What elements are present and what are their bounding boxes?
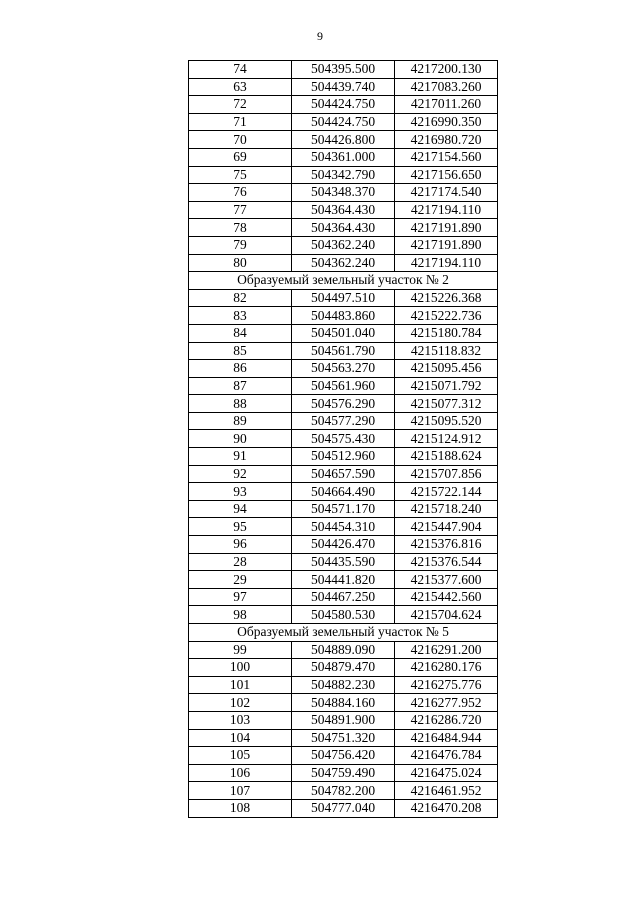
y-coordinate-cell: 4215095.456 [395,360,498,378]
section-title: Образуемый земельный участок № 2 [189,272,498,290]
y-coordinate-cell: 4215095.520 [395,412,498,430]
x-coordinate-cell: 504467.250 [292,588,395,606]
x-coordinate-cell: 504439.740 [292,78,395,96]
table-row [189,571,498,589]
point-number-cell: 103 [189,711,292,729]
y-coordinate-cell: 4216470.208 [395,799,498,817]
y-coordinate-cell: 4217194.110 [395,201,498,219]
y-coordinate-cell: 4216980.720 [395,131,498,149]
point-number-cell: 106 [189,764,292,782]
point-number-cell: 88 [189,395,292,413]
point-number-cell: 80 [189,254,292,272]
coordinates-table-body [189,61,498,818]
y-coordinate-cell: 4215704.624 [395,606,498,624]
x-coordinate-cell: 504657.590 [292,465,395,483]
point-number-cell: 71 [189,113,292,131]
point-number-cell: 86 [189,360,292,378]
y-coordinate-cell: 4215442.560 [395,588,498,606]
point-number-cell: 85 [189,342,292,360]
y-coordinate-cell: 4215118.832 [395,342,498,360]
table-row [189,307,498,325]
y-coordinate-cell: 4215071.792 [395,377,498,395]
x-coordinate-cell: 504879.470 [292,659,395,677]
table-row [189,729,498,747]
table-row [189,131,498,149]
x-coordinate-cell: 504561.790 [292,342,395,360]
x-coordinate-cell: 504882.230 [292,676,395,694]
table-row [189,148,498,166]
section-title: Образуемый земельный участок № 5 [189,624,498,642]
table-row [189,61,498,79]
table-row [189,782,498,800]
x-coordinate-cell: 504435.590 [292,553,395,571]
x-coordinate-cell: 504891.900 [292,711,395,729]
point-number-cell: 74 [189,61,292,79]
x-coordinate-cell: 504426.470 [292,536,395,554]
table-row [189,342,498,360]
y-coordinate-cell: 4215447.904 [395,518,498,536]
x-coordinate-cell: 504362.240 [292,236,395,254]
table-row [189,377,498,395]
point-number-cell: 98 [189,606,292,624]
point-number-cell: 105 [189,747,292,765]
x-coordinate-cell: 504501.040 [292,324,395,342]
y-coordinate-cell: 4217174.540 [395,184,498,202]
section-header-row [189,272,498,290]
y-coordinate-cell: 4216277.952 [395,694,498,712]
point-number-cell: 108 [189,799,292,817]
point-number-cell: 75 [189,166,292,184]
section-header-row [189,624,498,642]
x-coordinate-cell: 504889.090 [292,641,395,659]
y-coordinate-cell: 4215722.144 [395,483,498,501]
y-coordinate-cell: 4217156.650 [395,166,498,184]
table-row [189,606,498,624]
y-coordinate-cell: 4216484.944 [395,729,498,747]
table-row [189,96,498,114]
table-row [189,694,498,712]
y-coordinate-cell: 4216461.952 [395,782,498,800]
y-coordinate-cell: 4217083.260 [395,78,498,96]
y-coordinate-cell: 4215376.544 [395,553,498,571]
x-coordinate-cell: 504759.490 [292,764,395,782]
point-number-cell: 29 [189,571,292,589]
point-number-cell: 104 [189,729,292,747]
x-coordinate-cell: 504364.430 [292,219,395,237]
y-coordinate-cell: 4216476.784 [395,747,498,765]
x-coordinate-cell: 504576.290 [292,395,395,413]
point-number-cell: 102 [189,694,292,712]
table-row [189,236,498,254]
table-row [189,201,498,219]
table-row [189,78,498,96]
table-row [189,448,498,466]
table-row [189,747,498,765]
y-coordinate-cell: 4217011.260 [395,96,498,114]
point-number-cell: 97 [189,588,292,606]
point-number-cell: 101 [189,676,292,694]
point-number-cell: 69 [189,148,292,166]
x-coordinate-cell: 504362.240 [292,254,395,272]
y-coordinate-cell: 4215226.368 [395,289,498,307]
point-number-cell: 93 [189,483,292,501]
table-row [189,324,498,342]
y-coordinate-cell: 4216275.776 [395,676,498,694]
point-number-cell: 99 [189,641,292,659]
y-coordinate-cell: 4215180.784 [395,324,498,342]
y-coordinate-cell: 4215707.856 [395,465,498,483]
table-row [189,166,498,184]
point-number-cell: 96 [189,536,292,554]
y-coordinate-cell: 4216280.176 [395,659,498,677]
x-coordinate-cell: 504454.310 [292,518,395,536]
table-row [189,588,498,606]
table-row [189,659,498,677]
table-row [189,289,498,307]
table-row [189,641,498,659]
x-coordinate-cell: 504575.430 [292,430,395,448]
y-coordinate-cell: 4217194.110 [395,254,498,272]
point-number-cell: 72 [189,96,292,114]
point-number-cell: 28 [189,553,292,571]
point-number-cell: 94 [189,500,292,518]
y-coordinate-cell: 4215188.624 [395,448,498,466]
table-row [189,395,498,413]
x-coordinate-cell: 504580.530 [292,606,395,624]
x-coordinate-cell: 504483.860 [292,307,395,325]
x-coordinate-cell: 504664.490 [292,483,395,501]
table-row [189,553,498,571]
x-coordinate-cell: 504777.040 [292,799,395,817]
point-number-cell: 63 [189,78,292,96]
x-coordinate-cell: 504426.800 [292,131,395,149]
page-number: 9 [317,29,323,43]
table-row [189,483,498,501]
table-row [189,219,498,237]
y-coordinate-cell: 4215377.600 [395,571,498,589]
point-number-cell: 83 [189,307,292,325]
table-row [189,711,498,729]
coordinates-table [188,60,498,818]
point-number-cell: 100 [189,659,292,677]
table-row [189,465,498,483]
table-row [189,500,498,518]
x-coordinate-cell: 504561.960 [292,377,395,395]
y-coordinate-cell: 4215124.912 [395,430,498,448]
table-row [189,536,498,554]
point-number-cell: 87 [189,377,292,395]
x-coordinate-cell: 504756.420 [292,747,395,765]
point-number-cell: 78 [189,219,292,237]
x-coordinate-cell: 504512.960 [292,448,395,466]
y-coordinate-cell: 4217191.890 [395,236,498,254]
point-number-cell: 84 [189,324,292,342]
table-row [189,764,498,782]
table-row [189,518,498,536]
table-row [189,799,498,817]
table-row [189,113,498,131]
x-coordinate-cell: 504563.270 [292,360,395,378]
table-row [189,412,498,430]
point-number-cell: 95 [189,518,292,536]
table-row [189,254,498,272]
table-row [189,676,498,694]
point-number-cell: 82 [189,289,292,307]
point-number-cell: 89 [189,412,292,430]
point-number-cell: 90 [189,430,292,448]
table-row [189,430,498,448]
point-number-cell: 70 [189,131,292,149]
x-coordinate-cell: 504751.320 [292,729,395,747]
point-number-cell: 79 [189,236,292,254]
x-coordinate-cell: 504497.510 [292,289,395,307]
y-coordinate-cell: 4217191.890 [395,219,498,237]
x-coordinate-cell: 504782.200 [292,782,395,800]
y-coordinate-cell: 4216291.200 [395,641,498,659]
point-number-cell: 77 [189,201,292,219]
y-coordinate-cell: 4216475.024 [395,764,498,782]
table-row [189,184,498,202]
x-coordinate-cell: 504884.160 [292,694,395,712]
x-coordinate-cell: 504361.000 [292,148,395,166]
point-number-cell: 76 [189,184,292,202]
x-coordinate-cell: 504342.790 [292,166,395,184]
x-coordinate-cell: 504424.750 [292,113,395,131]
y-coordinate-cell: 4216286.720 [395,711,498,729]
y-coordinate-cell: 4217154.560 [395,148,498,166]
x-coordinate-cell: 504364.430 [292,201,395,219]
y-coordinate-cell: 4215222.736 [395,307,498,325]
point-number-cell: 92 [189,465,292,483]
x-coordinate-cell: 504395.500 [292,61,395,79]
y-coordinate-cell: 4217200.130 [395,61,498,79]
table-row [189,360,498,378]
y-coordinate-cell: 4215718.240 [395,500,498,518]
point-number-cell: 107 [189,782,292,800]
y-coordinate-cell: 4215376.816 [395,536,498,554]
x-coordinate-cell: 504348.370 [292,184,395,202]
y-coordinate-cell: 4215077.312 [395,395,498,413]
point-number-cell: 91 [189,448,292,466]
x-coordinate-cell: 504424.750 [292,96,395,114]
x-coordinate-cell: 504441.820 [292,571,395,589]
x-coordinate-cell: 504571.170 [292,500,395,518]
y-coordinate-cell: 4216990.350 [395,113,498,131]
x-coordinate-cell: 504577.290 [292,412,395,430]
